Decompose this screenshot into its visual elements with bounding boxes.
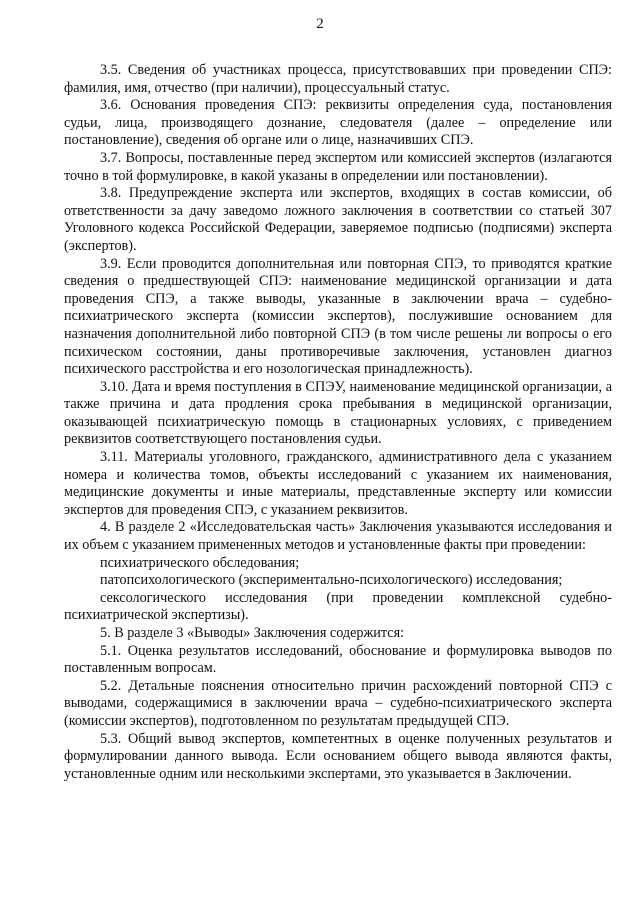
paragraph-3-9: 3.9. Если проводится дополнительная или повторная СПЭ, то приводятся краткие сведения о предшествующей СПЭ: наименование медицинской организации и дата проведения СПЭ, а также выводы, указанные в заключении врача – судебно-психиатрического эксперта (комиссии экспертов), послужившие основанием для назначения дополнительной либо повторной СПЭ (в том числе решены ли вопросы о его психическом состоянии, даны противоречивые заключения, установлен диагноз психического расстройства и его нозологическая принадлежность). — [64, 255, 612, 378]
paragraph-3-6: 3.6. Основания проведения СПЭ: реквизиты определения суда, постановления судьи, лица, производящего дознание, следователя (далее – определение или постановление), сведения об органе или о лице, назначивших СПЭ. — [64, 97, 612, 149]
paragraph-5-3: 5.3. Общий вывод экспертов, компетентных в оценке полученных результатов и формулировании данного вывода. Если основанием общего вывода являются факты, установленные одним или несколькими экспертами, это указывается в Заключении. — [64, 730, 612, 782]
document-body — [64, 62, 612, 783]
paragraph-3-11: 3.11. Материалы уголовного, гражданского, административного дела с указанием номера и количества томов, объекты исследований с указанием их наименования, медицинские документы и иные материалы, представленные эксперту или комиссии экспертов для проведения СПЭ, с указанием реквизитов. — [64, 449, 612, 518]
paragraph-3-5: 3.5. Сведения об участниках процесса, присутствовавших при проведении СПЭ: фамилия, имя, отчество (при наличии), процессуальный статус. — [64, 62, 612, 96]
page-number: 2 — [316, 16, 324, 32]
list-item-psychiatric: психиатрического обследования; — [100, 554, 300, 571]
paragraph-5-1: 5.1. Оценка результатов исследований, обоснование и формулировка выводов по поставленным вопросам. — [64, 642, 612, 677]
paragraph-3-8: 3.8. Предупреждение эксперта или экспертов, входящих в состав комиссии, об ответственности за дачу заведомо ложного заключения в соответствии со статьей 307 Уголовного кодекса Российской Федерации, заверяемое подписью (подписями) эксперта (экспертов). — [64, 185, 612, 254]
list-item-sexological: сексологического исследования (при проведении комплексной судебно-психиатрической экспертизы). — [64, 589, 612, 624]
paragraph-4: 4. В разделе 2 «Исследовательская часть» Заключения указываются исследования и их объем с указанием примененных методов и установленные факты при проведении: — [64, 519, 612, 554]
paragraph-5: 5. В разделе 3 «Выводы» Заключения содержится: — [100, 625, 405, 641]
paragraph-3-10: 3.10. Дата и время поступления в СПЭУ, наименование медицинской организации, а также причина и дата продления срока пребывания в медицинской организации, оказывающей психиатрическую помощь в стационарных условиях, с приведением реквизитов соответствующего постановления судьи. — [64, 378, 612, 448]
paragraph-3-7: 3.7. Вопросы, поставленные перед экспертом или комиссией экспертов (излагаются точно в той формулировке, в какой указаны в определении или постановлении). — [64, 149, 612, 184]
paragraph-5-2: 5.2. Детальные пояснения относительно причин расхождений повторной СПЭ с выводами, содержащимися в заключении врача – судебно-психиатрического эксперта (комиссии экспертов), подготовленном по результатам предыдущей СПЭ. — [64, 677, 612, 729]
list-item-pathopsychological: патопсихологического (экспериментально-психологического) исследования; — [100, 572, 563, 589]
